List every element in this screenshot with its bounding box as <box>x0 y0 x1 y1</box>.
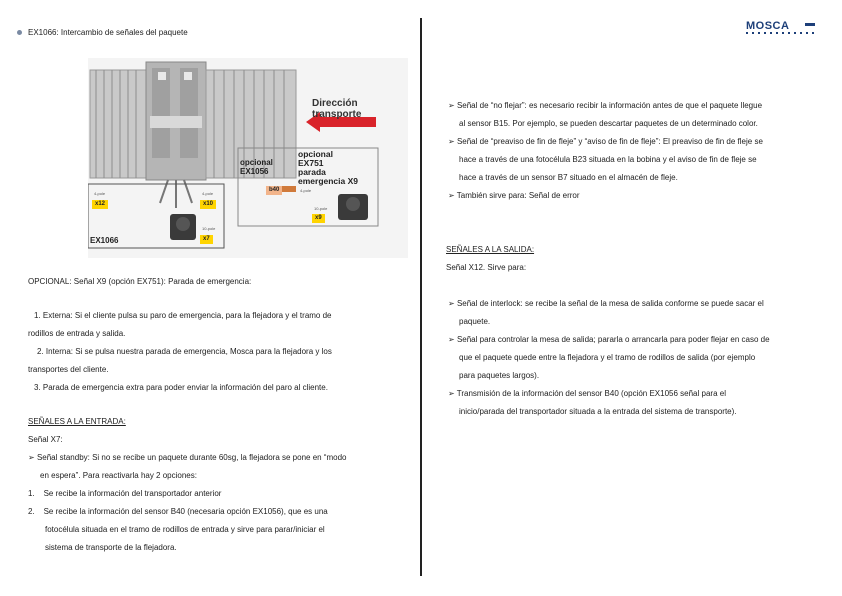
tag-b40: b40 <box>266 186 282 195</box>
box-main-line-4: emergencia X9 <box>298 176 359 186</box>
column-divider <box>420 18 422 576</box>
bullet-item <box>28 452 346 470</box>
pole-label-5: 4-pole <box>300 188 312 193</box>
item-text-cont: fotocélula situada en el tramo de rodillos de entrada y sirve para parar/iniciar el <box>45 525 325 534</box>
arrow-bullet-icon: ➢ <box>448 101 455 110</box>
ex1066-label: EX1066 <box>90 236 119 245</box>
tag-x9: x9 <box>312 214 325 223</box>
inputs-heading: SEÑALES A LA ENTRADA: <box>28 417 126 426</box>
optional-item: 3. Parada de emergencia extra para poder enviar la información del paro al cliente. <box>34 383 328 392</box>
bullet-item <box>448 388 770 406</box>
bullet-item <box>448 298 770 316</box>
tag-x7: x7 <box>200 235 213 244</box>
optional-heading: OPCIONAL: Señal X9 (opción EX751): Parada de emergencia: <box>28 277 252 286</box>
optional-list <box>28 310 332 400</box>
bullet-text: Transmisión de la información del sensor B40 (opción EX1056 señal para el <box>456 389 726 398</box>
bullet-text-cont: inicio/parada del transportador situada a la entrada del sistema de transporte). <box>459 407 737 416</box>
bullet-text: Señal de interlock: se recibe la señal de la mesa de salida conforme se puede sacar el <box>456 299 764 308</box>
bullet-text: También sirve para: Señal de error <box>456 191 580 200</box>
bullet-text-cont: que el paquete quede entre la flejadora y el tramo de rodillos de salida (por ejemplo <box>459 353 756 362</box>
mosca-logo: MOSCA <box>746 20 790 32</box>
item-number: 2. <box>28 507 35 516</box>
standby-block <box>28 452 346 560</box>
arrow-bullet-icon: ➢ <box>28 453 35 462</box>
box-main-line-1: opcional <box>298 149 333 159</box>
optional-item: 1. Externa: Si el cliente pulsa su paro de emergencia, para la flejadora y el tramo de <box>34 311 332 320</box>
right-bottom-bullets <box>448 298 770 424</box>
optional-item-cont: rodillos de entrada y salida. <box>28 329 126 338</box>
item-text: Se recibe la información del sensor B40 (necesaria opción EX1056), que es una <box>43 507 328 516</box>
bullet-item <box>448 190 763 208</box>
box-small-line-2: EX1056 <box>240 167 269 176</box>
direction-label: Dirección transporte <box>312 98 362 120</box>
bullet-text: Señal standby: Si no se recibe un paquete durante 60sg, la flejadora se pone en “modo <box>36 453 347 462</box>
machine-diagram <box>88 58 408 258</box>
pole-label-2: 4-pole <box>202 191 214 196</box>
pole-label-3: 10-pole <box>202 226 216 231</box>
numbered-item <box>28 506 346 524</box>
box-main-line-3: parada <box>298 167 326 177</box>
bullet-text: Señal para controlar la mesa de salida; pararla o arrancarla para poder flejar en caso de <box>456 335 770 344</box>
outputs-subheading: Señal X12. Sirve para: <box>446 263 527 272</box>
page-title: EX1066: Intercambio de señales del paquete <box>28 28 188 37</box>
box-small-line-1: opcional <box>240 158 273 167</box>
pole-label-1: 4-pole <box>94 191 106 196</box>
bullet-item <box>448 136 763 154</box>
arrow-bullet-icon: ➢ <box>448 191 455 200</box>
box-main-line-2: EX751 <box>298 158 324 168</box>
arrow-bullet-icon: ➢ <box>448 335 455 344</box>
title-bullet <box>17 30 22 35</box>
bullet-text-cont: paquete. <box>459 317 491 326</box>
bullet-text-cont: hace a través de una fotocélula B23 situada en la bobina y el aviso de fin de fleje se <box>459 155 757 164</box>
logo-bar <box>805 23 815 26</box>
item-number: 1. <box>28 489 35 498</box>
item-text: Se recibe la información del transportador anterior <box>43 489 222 498</box>
right-top-bullets <box>448 100 763 208</box>
tag-x10: x10 <box>200 200 216 209</box>
inputs-subheading: Señal X7: <box>28 435 63 444</box>
bullet-text-cont: hace a través de un sensor B7 situado en el almacén de fleje. <box>459 173 678 182</box>
optional-item: 2. Interna: Si se pulsa nuestra parada de emergencia, Mosca para la flejadora y los <box>37 347 332 356</box>
logo-tagline-mark <box>746 32 816 34</box>
arrow-bullet-icon: ➢ <box>448 389 455 398</box>
bullet-text: Señal de “preaviso de fin de fleje” y “aviso de fin de fleje”: El preaviso de fin de fleje se <box>456 137 763 146</box>
optional-item-cont: transportes del cliente. <box>28 365 109 374</box>
tag-x12: x12 <box>92 200 108 209</box>
optional-ex751-box <box>298 150 358 186</box>
outputs-heading: SEÑALES A LA SALIDA: <box>446 245 535 254</box>
pole-label-4: 10-pole <box>314 206 328 211</box>
numbered-item <box>28 488 346 506</box>
arrow-bullet-icon: ➢ <box>448 137 455 146</box>
item-text-cont: sistema de transporte de la flejadora. <box>45 543 177 552</box>
arrow-bullet-icon: ➢ <box>448 299 455 308</box>
bullet-text-cont: para paquetes largos). <box>459 371 540 380</box>
bullet-item <box>448 334 770 352</box>
bullet-text-cont: en espera”. Para reactivarla hay 2 opciones: <box>40 471 197 480</box>
optional-ex1056-box <box>240 158 273 176</box>
bullet-text-cont: al sensor B15. Por ejemplo, se pueden descartar paquetes de un determinado color. <box>459 119 758 128</box>
bullet-text: Señal de “no flejar”: es necesario recibir la información antes de que el paquete llegue <box>456 101 763 110</box>
bullet-item <box>448 100 763 118</box>
